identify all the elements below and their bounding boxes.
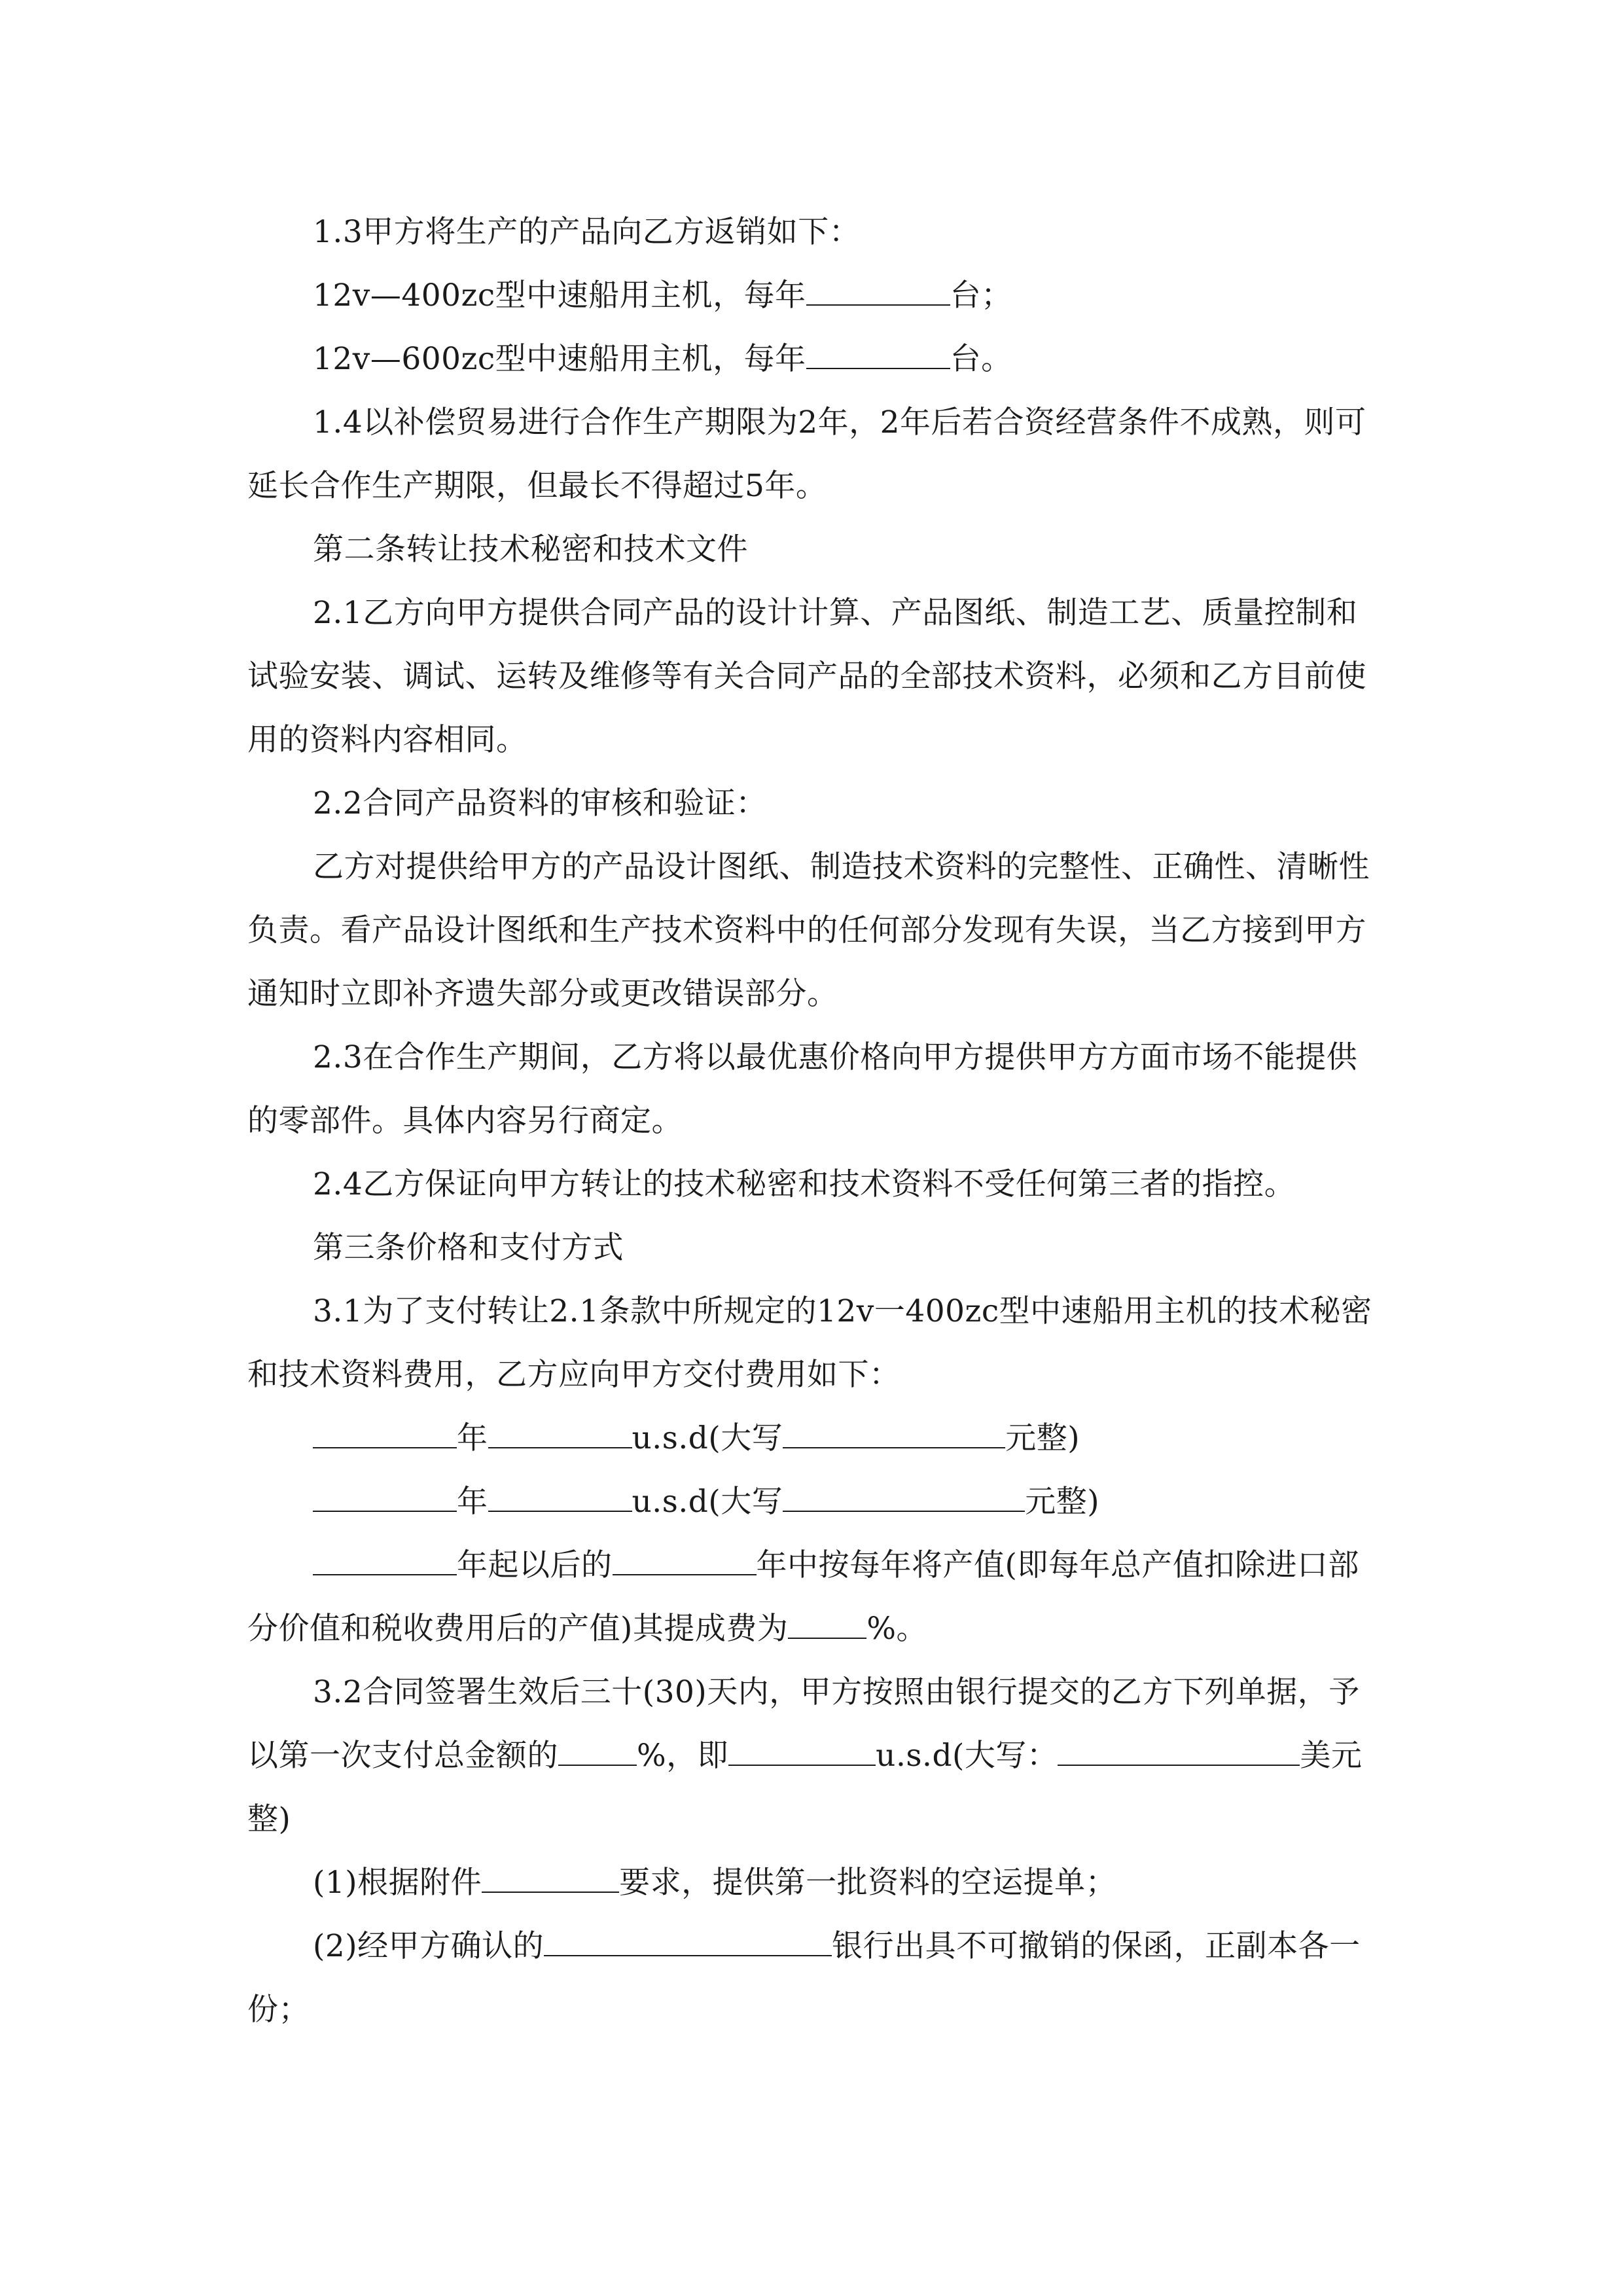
fill-blank[interactable] <box>613 1545 757 1575</box>
text: 2.1乙方向甲方提供合同产品的设计计算、产品图纸、制造工艺、质量控制和试验安装、调试、运转及维修等有关合同产品的全部技术资料，必须和乙方目前使用的资料内容相同。 <box>247 595 1366 758</box>
text: 年 <box>457 1484 488 1520</box>
paragraph-1-3 <box>247 200 1380 264</box>
paragraph-600zc <box>247 327 1380 391</box>
fill-blank[interactable] <box>806 276 950 306</box>
text: u.s.d(大写 <box>632 1484 783 1520</box>
text: 2.2合同产品资料的审核和验证： <box>313 785 767 821</box>
text: 1.4以补偿贸易进行合作生产期限为2年，2年后若合资经营条件不成熟，则可延长合作生产期限，但最长不得超过5年。 <box>247 404 1366 504</box>
item-1 <box>247 1851 1380 1914</box>
paragraph-3-1 <box>247 1280 1380 1407</box>
text: 1.3甲方将生产的产品向乙方返销如下： <box>313 214 861 250</box>
fill-blank[interactable] <box>544 1926 832 1956</box>
item-2 <box>247 1914 1380 2041</box>
text: 要求，提供第一批资料的空运提单； <box>619 1865 1117 1901</box>
fill-blank[interactable] <box>783 1482 1025 1512</box>
fill-blank[interactable] <box>788 1609 866 1639</box>
text: u.s.d(大写： <box>876 1738 1058 1774</box>
text: (1)根据附件 <box>313 1865 482 1901</box>
text: 乙方对提供给甲方的产品设计图纸、制造技术资料的完整性、正确性、清晰性负责。看产品设计图纸和生产技术资料中的任何部分发现有失误，当乙方接到甲方通知时立即补齐遗失部分或更改错误部分。 <box>247 849 1370 1012</box>
text: 第三条价格和支付方式 <box>313 1230 624 1266</box>
text: 3.2合同签署生效后三十(30)天内，甲方按照由银行提交的乙方下列单据，予以第一次支付总金额的 <box>247 1674 1360 1774</box>
fill-blank[interactable] <box>558 1736 637 1766</box>
text: 美元整) <box>247 1738 1363 1837</box>
text: 银行出具不可撤销的保函，正副本各一份； <box>247 1928 1361 2028</box>
section-heading-2 <box>247 518 1380 581</box>
fill-blank[interactable] <box>488 1482 632 1512</box>
fill-blank[interactable] <box>806 339 950 369</box>
text: 台。 <box>950 341 1012 377</box>
fill-blank[interactable] <box>313 1545 457 1575</box>
paragraph-3-2 <box>247 1660 1380 1851</box>
paragraph-2-3 <box>247 1026 1380 1153</box>
paragraph-400zc <box>247 264 1380 327</box>
text: 元整) <box>1025 1484 1100 1520</box>
text: %，即 <box>637 1738 729 1774</box>
text: 12v—600zc型中速船用主机，每年 <box>313 341 806 377</box>
fee-line-2 <box>247 1470 1380 1534</box>
text: 12v—400zc型中速船用主机，每年 <box>313 278 806 314</box>
paragraph-1-4 <box>247 391 1380 518</box>
fee-line-1 <box>247 1407 1380 1470</box>
document-body <box>247 200 1380 2041</box>
royalty-paragraph <box>247 1534 1380 1660</box>
paragraph-2-2 <box>247 772 1380 835</box>
text: %。 <box>866 1611 928 1647</box>
paragraph-2-4 <box>247 1153 1380 1216</box>
text: 年中按每年将产值(即每年总产值扣除进口部分价值和税收费用后的产值)其提成费为 <box>247 1547 1359 1647</box>
text: 年起以后的 <box>457 1547 613 1583</box>
text: 年 <box>457 1420 488 1456</box>
text: 第二条转让技术秘密和技术文件 <box>313 531 748 567</box>
fill-blank[interactable] <box>488 1418 632 1448</box>
text: 2.3在合作生产期间，乙方将以最优惠价格向甲方提供甲方方面市场不能提供的零部件。具体内容另行商定。 <box>247 1039 1358 1139</box>
fill-blank[interactable] <box>728 1736 876 1766</box>
fill-blank[interactable] <box>313 1418 457 1448</box>
paragraph-2-2-body <box>247 835 1380 1026</box>
text: 台； <box>950 278 1012 314</box>
fill-blank[interactable] <box>1058 1736 1300 1766</box>
text: 2.4乙方保证向甲方转让的技术秘密和技术资料不受任何第三者的指控。 <box>313 1166 1296 1202</box>
fill-blank[interactable] <box>313 1482 457 1512</box>
text: (2)经甲方确认的 <box>313 1928 544 1964</box>
paragraph-2-1 <box>247 581 1380 772</box>
text: u.s.d(大写 <box>632 1420 783 1456</box>
text: 元整) <box>1005 1420 1080 1456</box>
section-heading-3 <box>247 1216 1380 1280</box>
fill-blank[interactable] <box>783 1418 1005 1448</box>
text: 3.1为了支付转让2.1条款中所规定的12v一400zc型中速船用主机的技术秘密和技术资料费用，乙方应向甲方交付费用如下： <box>247 1293 1372 1393</box>
fill-blank[interactable] <box>482 1863 619 1893</box>
